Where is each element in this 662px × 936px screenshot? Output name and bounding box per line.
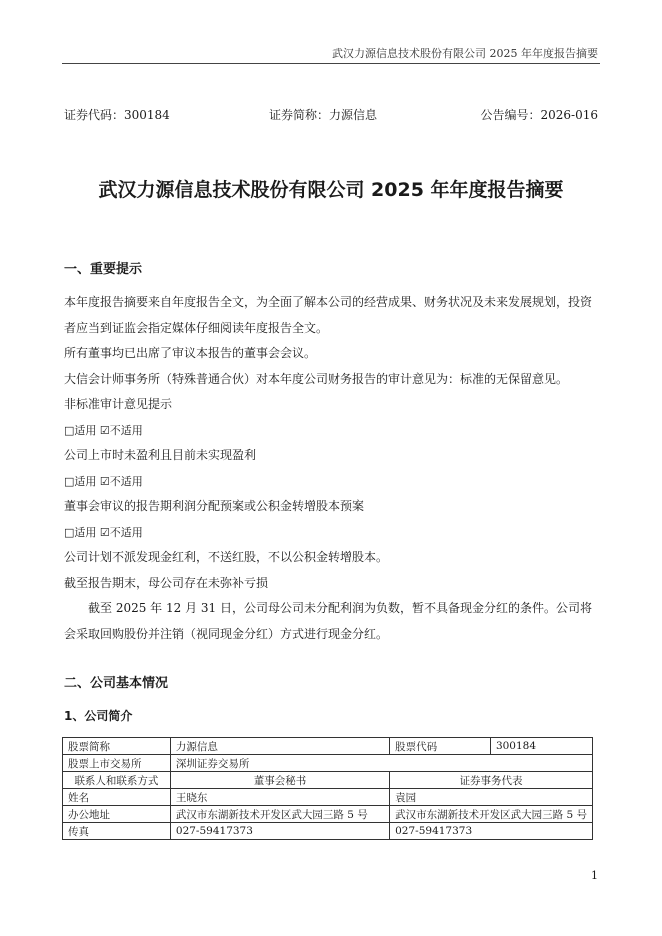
notice-paragraph: 所有董事均已出席了审议本报告的董事会会议。 (64, 346, 317, 360)
table-cell-label: 股票代码 (390, 738, 491, 755)
section-heading-important-notes: 一、重要提示 (64, 262, 143, 277)
section-heading-company-basics: 二、公司基本情况 (64, 676, 169, 691)
running-header: 武汉力源信息技术股份有限公司 2025 年年度报告摘要 (332, 47, 598, 60)
table-cell-value: 027-59417373 (390, 823, 593, 840)
applicability-checkbox: □适用 ☑不适用 (64, 474, 143, 488)
profit-status-title: 公司上市时未盈利且目前未实现盈利 (64, 448, 257, 462)
page-number: 1 (591, 869, 598, 882)
notice-paragraph: 本年度报告摘要来自年度报告全文，为全面了解本公司的经营成果、财务状况及未来发展规划，投资者应当到证监会指定媒体仔细阅读年度报告全文。 (64, 295, 593, 335)
dividend-plan-text: 公司计划不派发现金红利，不送红股，不以公积金转增股本。 (64, 550, 389, 564)
table-cell-value: 027-59417373 (170, 823, 389, 840)
table-header-representative: 证券事务代表 (390, 772, 593, 789)
table-cell-value: 武汉市东湖新技术开发区武大园三路 5 号 (390, 806, 593, 823)
deficit-detail: 截至 2025 年 12 月 31 日，公司母公司未分配利润为负数，暂不具备现金分红的条件。公司将会采取回购股份并注销（视同现金分红）方式进行现金分红。 (64, 601, 592, 641)
important-notes-body (64, 290, 594, 647)
subsection-heading-company-profile: 1、公司简介 (64, 709, 133, 723)
table-cell-value: 王晓东 (170, 789, 389, 806)
notice-paragraph: 大信会计师事务所（特殊普通合伙）对本年度公司财务报告的审计意见为：标准的无保留意见。 (64, 371, 569, 386)
table-cell-value: 力源信息 (170, 738, 389, 755)
table-cell-label: 股票简称 (63, 738, 171, 755)
table-cell-label: 股票上市交易所 (63, 755, 171, 772)
notice-number: 公告编号：2026-016 (480, 108, 598, 122)
security-code: 证券代码：300184 (64, 108, 170, 122)
table-cell-value: 武汉市东湖新技术开发区武大园三路 5 号 (170, 806, 389, 823)
table-cell-value: 袁园 (390, 789, 593, 806)
table-row (63, 755, 593, 772)
company-profile-table (62, 737, 593, 840)
table-row (63, 806, 593, 823)
table-row (63, 789, 593, 806)
applicability-checkbox: □适用 ☑不适用 (64, 525, 143, 539)
table-cell-label: 姓名 (63, 789, 171, 806)
security-short-name: 证券简称：力源信息 (269, 108, 378, 122)
applicability-checkbox: □适用 ☑不适用 (64, 423, 143, 437)
table-cell-value: 300184 (490, 738, 592, 755)
table-cell-label: 传真 (63, 823, 171, 840)
notice-paragraph: 非标准审计意见提示 (64, 397, 173, 411)
table-cell-label: 联系人和联系方式 (63, 772, 171, 789)
table-cell-label: 办公地址 (63, 806, 171, 823)
document-title: 武汉力源信息技术股份有限公司 2025 年年度报告摘要 (98, 179, 564, 201)
header-divider (62, 63, 600, 64)
deficit-note: 截至报告期末，母公司存在未弥补亏损 (64, 575, 269, 590)
table-row (63, 823, 593, 840)
table-cell-value: 深圳证券交易所 (170, 755, 592, 772)
table-row (63, 772, 593, 789)
table-row (63, 738, 593, 755)
dividend-plan-title: 董事会审议的报告期利润分配预案或公积金转增股本预案 (64, 499, 365, 513)
security-meta-row (64, 106, 598, 122)
table-header-secretary: 董事会秘书 (170, 772, 389, 789)
